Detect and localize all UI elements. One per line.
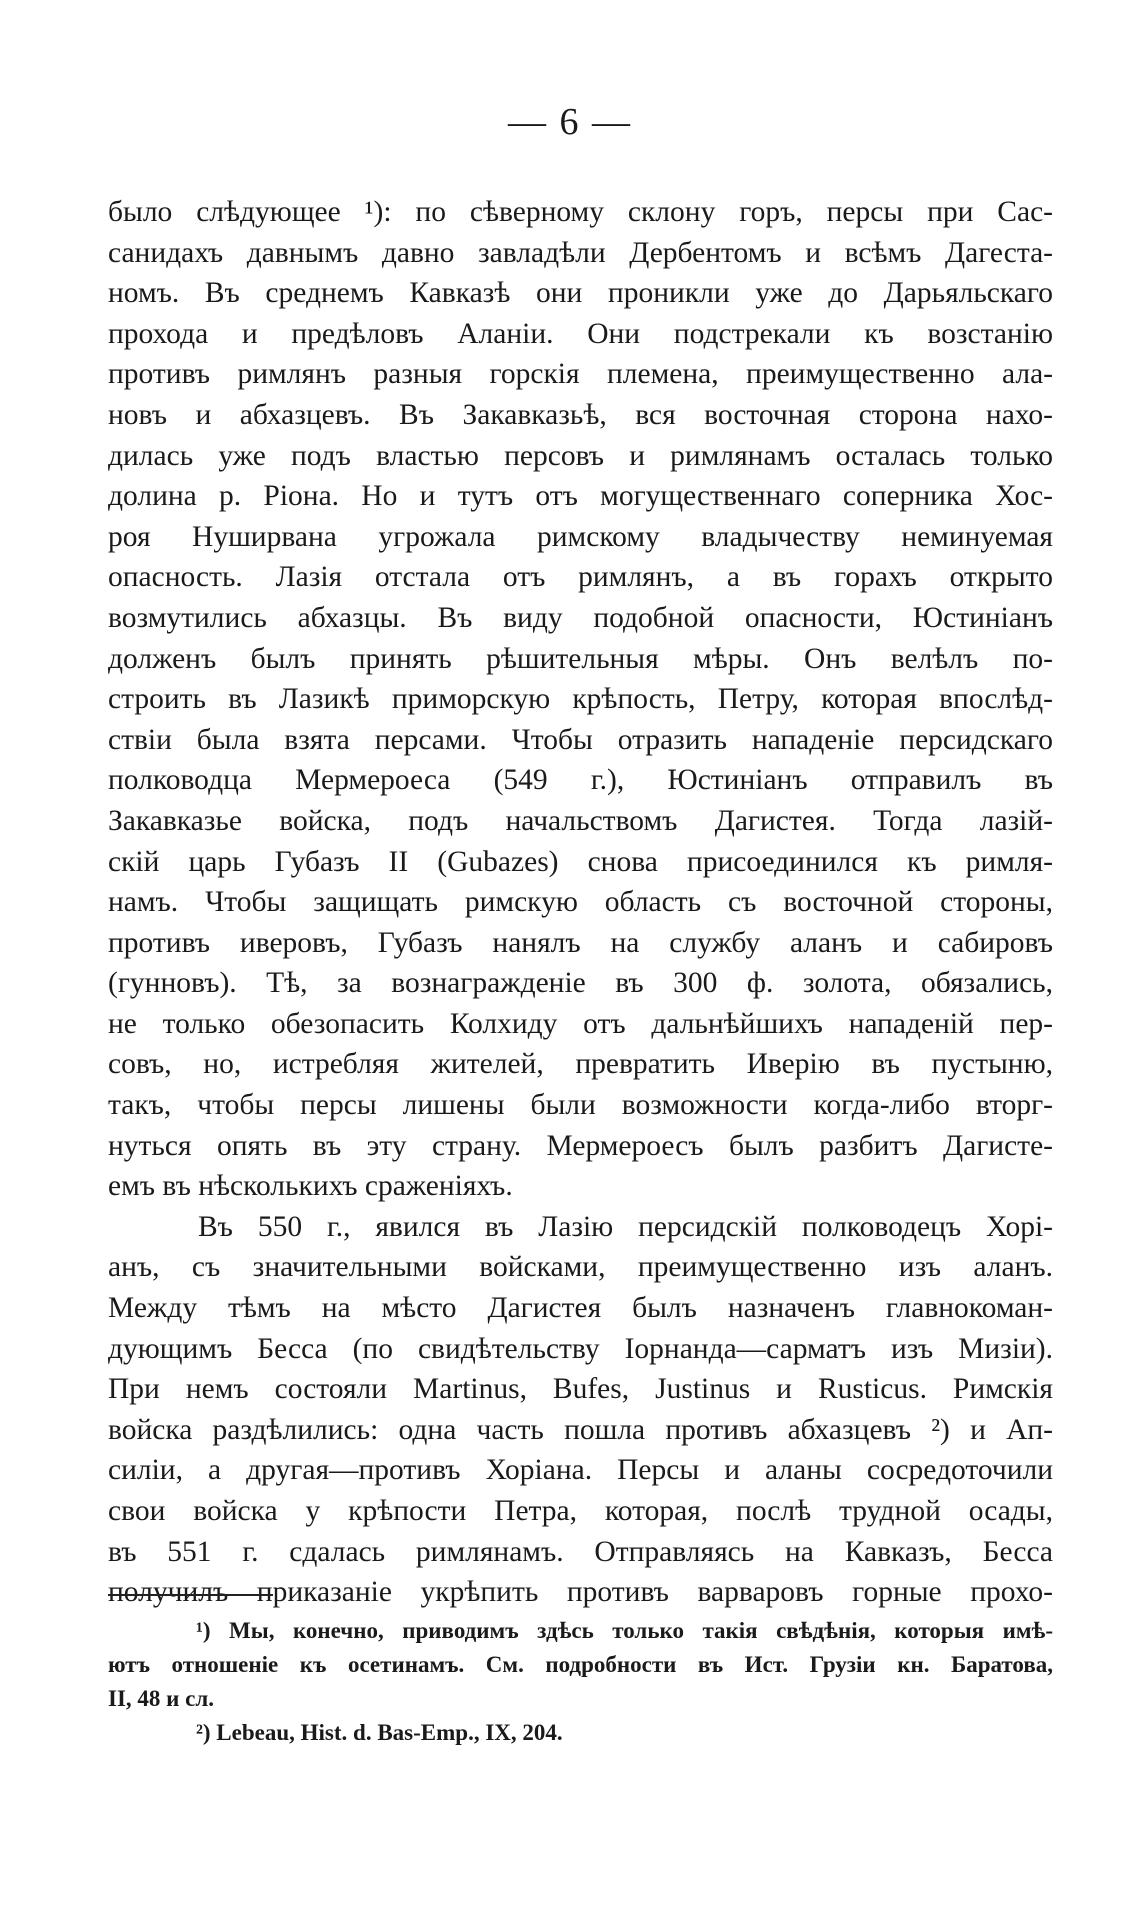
text-line: намъ. Чтобы защищать римскую область съ восточной стороны, [108,886,1053,919]
text-line: строить въ Лазикѣ приморскую крѣпость, Петру, которая впослѣд- [108,683,1053,716]
text-line: полководца Мермероеса (549 г.), Юстиніанъ отправилъ въ [108,764,1053,797]
text-line: скій царь Губазъ II (Gubazes) снова присоединился къ римля- [108,845,1053,878]
footnotes [108,1614,1053,1750]
text-line: въ 551 г. сдалась римлянамъ. Отправляясь на Кавказъ, Бесса [108,1535,1053,1568]
footnote-line: ¹) Мы, конечно, приводимъ здѣсь только такія свѣдѣнія, которыя имѣ- [196,1618,1053,1643]
text-line: Между тѣмъ на мѣсто Дагистея былъ назначенъ главнокоман- [108,1292,1053,1325]
paragraph-1 [108,192,1053,1207]
text-line: дующимъ Бесса (по свидѣтельству Іорнанда—сарматъ изъ Мизіи). [108,1332,1053,1365]
text-line: анъ, съ значительными войсками, преимущественно изъ аланъ. [108,1251,1053,1284]
text-line: не только обезопасить Колхиду отъ дальнѣйшихъ нападеній пер- [108,1007,1053,1040]
footnote-1 [108,1614,1053,1716]
page-number: — 6 — [508,101,632,143]
text-line: прохода и предѣловъ Аланіи. Они подстрекали къ возстанію [108,317,1053,350]
text-line: было слѣдующее ¹): по сѣверному склону горъ, персы при Сас- [108,196,1053,228]
text-line: дилась уже подъ властью персовъ и римлянамъ осталась только [108,439,1053,472]
text-line: такъ, чтобы персы лишены были возможности когда-либо вторг- [108,1089,1053,1122]
text-line: Закавказье войска, подъ начальствомъ Дагистея. Тогда лазій- [108,804,1053,837]
text-line: санидахъ давнымъ давно завладѣли Дербентомъ и всѣмъ Дагеста- [108,236,1053,269]
text-line: совъ, но, истребляя жителей, превратить Иверію въ пустыню, [108,1048,1053,1081]
text-line: противъ римлянъ разныя горскія племена, преимущественно ала- [108,358,1053,391]
text-line: роя Нуширвана угрожала римскому владычеству неминуемая [108,520,1053,553]
text-line: При немъ состояли Martinus, Bufes, Justinus и Rusticus. Римскія [108,1373,1053,1406]
text-line: свои войска у крѣпости Петра, которая, послѣ трудной осады, [108,1495,1053,1527]
footnote-line: ютъ отношеніе къ осетинамъ. См. подробности въ Ист. Грузіи кн. Баратова, [108,1652,1053,1677]
footnote-line: ²) Lebeau, Hist. d. Bas-Emp., IX, 204. [196,1720,563,1745]
footnote-line: II, 48 и сл. [108,1686,215,1711]
text-line: долженъ былъ принять рѣшительныя мѣры. Онъ велѣлъ по- [108,642,1053,675]
text-line: долина р. Ріона. Но и тутъ отъ могущественнаго соперника Хос- [108,480,1053,513]
body-text [108,192,1053,1613]
text-line: емъ въ нѣсколькихъ сраженіяхъ. [108,1170,513,1203]
text-line: противъ иверовъ, Губазъ нанялъ на службу аланъ и сабировъ [108,926,1053,959]
text-line: (гунновъ). Тѣ, за вознагражденіе въ 300 ф. золота, обязались, [108,967,1053,1000]
text-line: Въ 550 г., явился въ Лазію персидскій полководецъ Хорі- [198,1210,1053,1243]
text-line: нуться опять въ эту страну. Мермероесъ былъ разбитъ Дагисте- [108,1129,1053,1162]
text-line: номъ. Въ среднемъ Кавказѣ они проникли уже до Дарьяльскаго [108,277,1053,310]
text-line: опасность. Лазія отстала отъ римлянъ, а въ горахъ открыто [108,561,1053,594]
text-line: возмутились абхазцы. Въ виду подобной опасности, Юстиніанъ [108,601,1053,634]
text-line: получилъ приказаніе укрѣпить противъ варваровъ горные прохо- [108,1576,1053,1609]
footnote-2 [108,1716,1053,1750]
footnote-divider [108,1594,273,1596]
text-line: силіи, а другая—противъ Хоріана. Персы и аланы сосредоточили [108,1454,1053,1487]
text-line: новъ и абхазцевъ. Въ Закавказьѣ, вся восточная сторона нахо- [108,398,1053,431]
text-line: ствіи была взята персами. Чтобы отразить нападеніе персидскаго [108,723,1053,756]
text-line: войска раздѣлились: одна часть пошла противъ абхазцевъ ²) и Ап- [108,1413,1053,1446]
paragraph-2 [108,1207,1053,1613]
